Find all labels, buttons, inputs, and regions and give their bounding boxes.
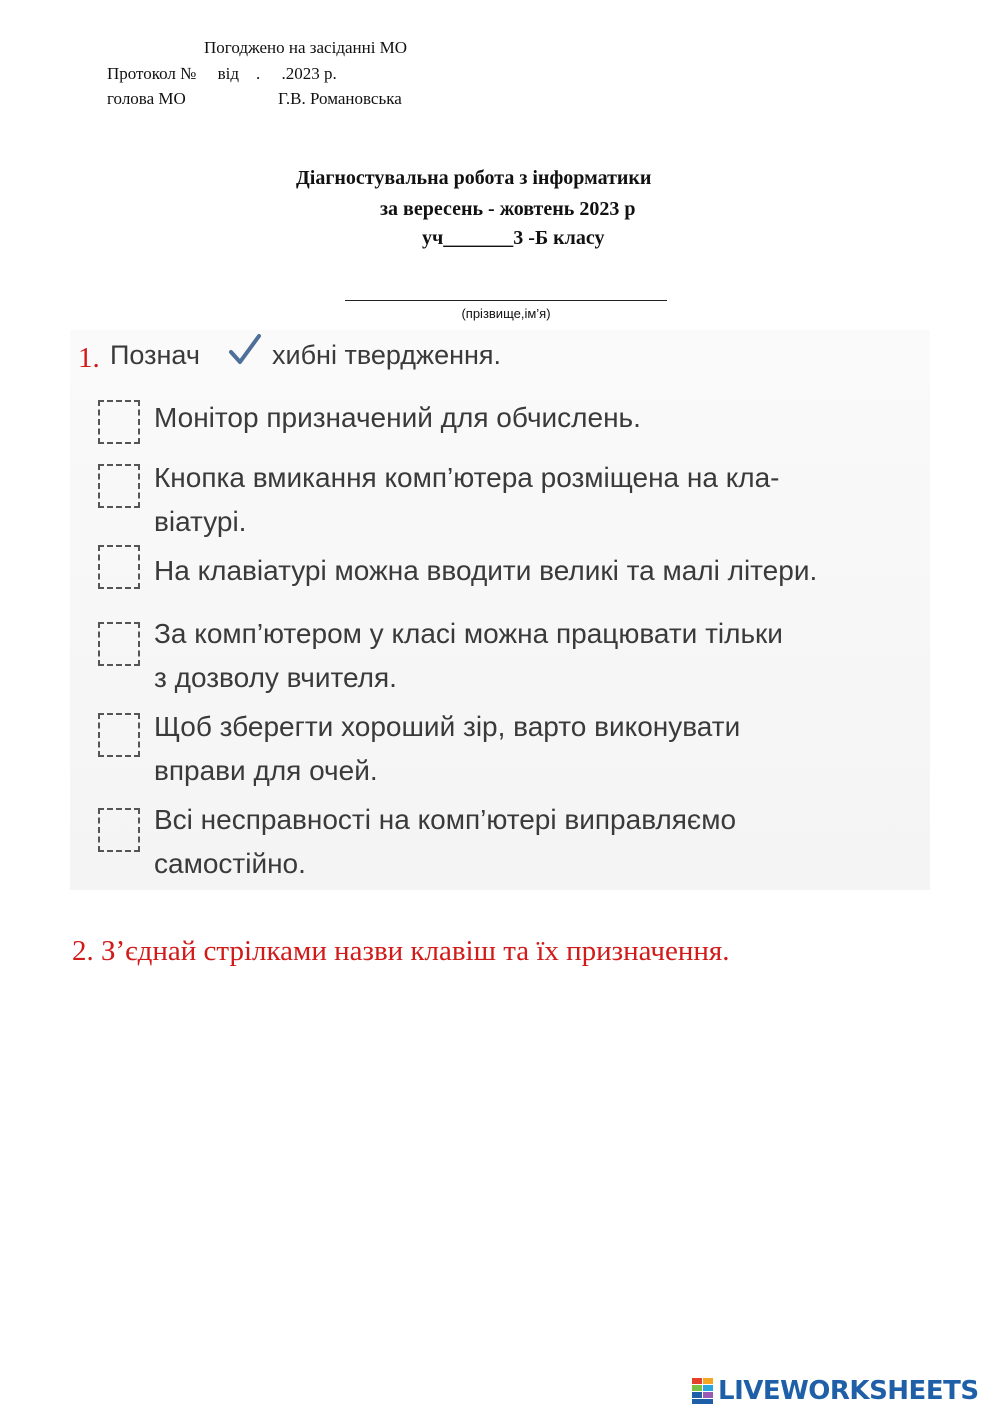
- statement-text: Щоб зберегти хороший зір, варто виконувати вправи для очей.: [154, 711, 741, 786]
- liveworksheets-logo: [692, 1376, 979, 1406]
- checkmark-icon: [227, 332, 263, 368]
- statement-text: Монітор призначений для обчислень.: [154, 402, 641, 433]
- task-1: [70, 330, 930, 890]
- task-2-instruction: 2. З’єднай стрілками назви клавіш та їх призначення.: [72, 935, 730, 967]
- statement-text: На клавіатурі можна вводити великі та малі літери.: [154, 555, 818, 586]
- title-line-1: Діагностувальна робота з інформатики: [296, 167, 652, 189]
- statement-checkbox[interactable]: [98, 622, 140, 666]
- approval-block: [0, 0, 1000, 120]
- title-line-2: за вересень - жовтень 2023 р: [380, 198, 636, 220]
- student-name-field[interactable]: [345, 300, 667, 301]
- approval-line-2: Протокол № від . .2023 р.: [107, 64, 337, 83]
- statement-checkbox[interactable]: [98, 545, 140, 589]
- task-1-instruction-after: хибні твердження.: [272, 340, 502, 370]
- student-name-caption: (прізвище,ім’я): [461, 306, 551, 321]
- statement-text: Кнопка вмикання комп’ютера розміщена на кла- віатурі.: [154, 462, 780, 537]
- task-1-number: 1.: [78, 342, 100, 374]
- statement-checkbox[interactable]: [98, 464, 140, 508]
- task-1-instruction-before: Познач: [110, 340, 200, 370]
- statement-checkbox[interactable]: [98, 808, 140, 852]
- approval-line-1: Погоджено на засіданні МО: [204, 38, 408, 57]
- approval-head-label: голова МО: [107, 89, 186, 108]
- statement-text: Всі несправності на комп’ютері виправляємо самостійно.: [154, 804, 737, 879]
- statement-checkbox[interactable]: [98, 713, 140, 757]
- title-line-3: уч_______3 -Б класу: [422, 227, 605, 249]
- liveworksheets-mark-icon: [692, 1378, 714, 1404]
- statement-checkbox[interactable]: [98, 400, 140, 444]
- statement-text: За комп’ютером у класі можна працювати тільки з дозволу вчителя.: [154, 618, 783, 693]
- liveworksheets-wordmark: LIVEWORKSHEETS: [718, 1376, 979, 1406]
- approval-head-name: Г.В. Романовська: [278, 89, 402, 108]
